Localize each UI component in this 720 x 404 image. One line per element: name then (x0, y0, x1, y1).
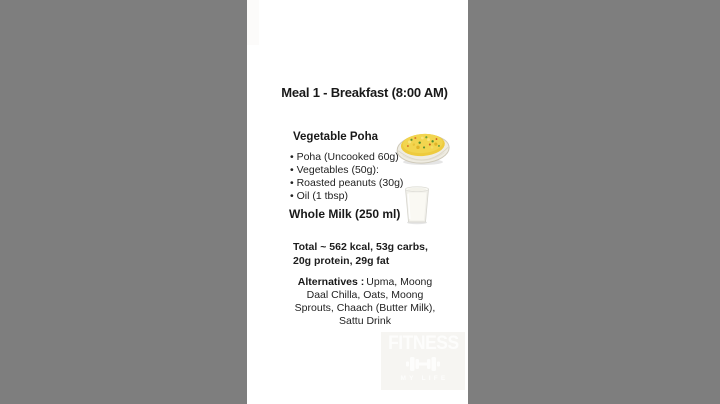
ingredient-item: • Roasted peanuts (30g) (290, 177, 403, 190)
drink-name: Whole Milk (250 ml) (289, 207, 401, 221)
letterbox-right (468, 0, 720, 404)
dish-name: Vegetable Poha (293, 131, 379, 143)
ingredient-item: • Poha (Uncooked 60g) (290, 151, 403, 164)
content-panel (247, 0, 468, 404)
alternatives-label: Alternatives : (297, 276, 365, 288)
ingredient-item: • Oil (1 tbsp) (290, 190, 403, 203)
letterbox-left (0, 0, 247, 404)
alternatives (287, 276, 443, 328)
milk-glass-icon (403, 186, 431, 225)
watermark-fragment (247, 0, 259, 45)
watermark-title: FITNESS (387, 333, 459, 354)
poha-bowl-icon (396, 127, 450, 167)
watermark-subtitle: MY LIFE (400, 375, 449, 382)
alternatives-list: Upma, Moong Daal Chilla, Oats, Moong Sprouts, Chaach (Butter Milk), Sattu Drink (294, 276, 436, 327)
meal-title: Meal 1 - Breakfast (8:00 AM) (281, 85, 448, 100)
dumbbell-icon (406, 355, 440, 373)
ingredient-item: • Vegetables (50g): (290, 164, 403, 177)
nutrition-total: Total ~ 562 kcal, 53g carbs, 20g protein, 29g fat (293, 241, 428, 267)
channel-watermark (381, 332, 465, 390)
ingredient-list (290, 151, 403, 203)
